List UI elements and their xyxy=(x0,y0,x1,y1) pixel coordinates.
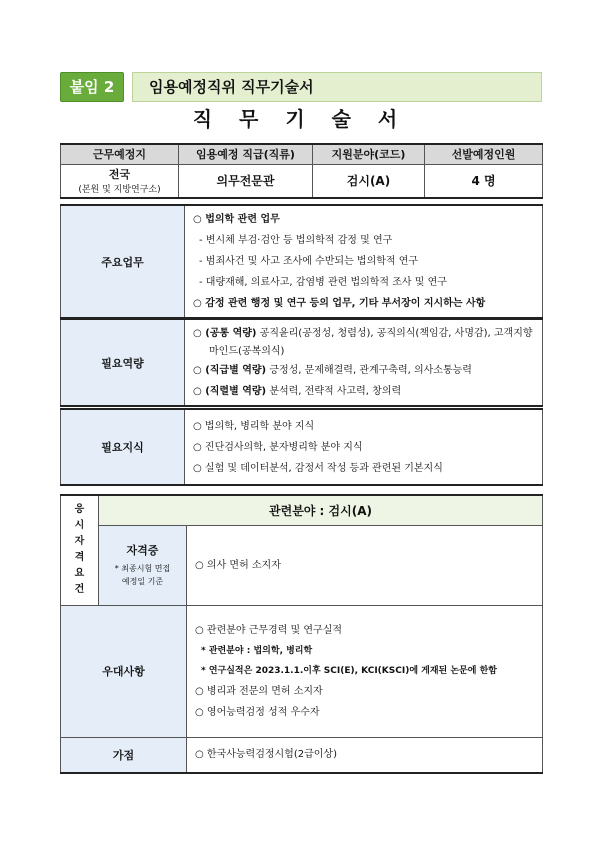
vertical-char: 응 xyxy=(74,504,85,516)
field-value: 검시(A) xyxy=(313,164,425,198)
bonus-text: ○ 한국사능력검정시험(2급이상) xyxy=(195,749,337,761)
summary-table xyxy=(60,143,543,199)
qualification-content xyxy=(187,525,543,605)
preference-line: ○ 관련분야 근무경력 및 연구실적 xyxy=(195,624,343,636)
duty-line: - 대량재해, 의료사고, 감염병 관련 법의학적 조사 및 연구 xyxy=(199,277,447,288)
vertical-char: 시 xyxy=(74,520,85,532)
grade-value: 의무전문관 xyxy=(179,164,313,198)
header-location: 근무예정지 xyxy=(61,144,179,164)
preference-line: ○ 영어능력검정 성적 우수자 xyxy=(195,706,320,718)
duties-label: 주요업무 xyxy=(61,205,185,318)
competency-content xyxy=(185,319,543,406)
location-main: 전국 xyxy=(108,168,131,182)
knowledge-content xyxy=(185,409,543,485)
requirements-vertical-label xyxy=(61,495,99,605)
competency-line xyxy=(193,344,534,360)
attachment-header xyxy=(60,72,542,102)
duties-table xyxy=(60,204,543,319)
competency-text: 분석력, 전략적 사고력, 창의력 xyxy=(266,386,402,397)
competency-head: ○ (직급별 역량) xyxy=(193,365,267,376)
competency-table xyxy=(60,318,543,407)
header-field: 지원분야(코드) xyxy=(313,144,425,164)
competency-line xyxy=(193,360,534,381)
competency-head: ○ (공통 역량) xyxy=(193,328,257,339)
qualification-label xyxy=(99,525,187,605)
duty-line: ○ 법의학 관련 업무 xyxy=(193,214,280,225)
competency-head: ○ (직렬별 역량) xyxy=(193,386,267,397)
competency-line xyxy=(193,323,534,344)
preference-line: ○ 병리과 전문의 면허 소지자 xyxy=(195,685,323,697)
document-title: 직 무 기 술 서 xyxy=(192,107,408,131)
competency-text: 긍정성, 문제해결력, 관계구축력, 의사소통능력 xyxy=(266,365,472,376)
knowledge-line: ○ 법의학, 병리학 분야 지식 xyxy=(193,420,315,432)
attachment-title: 임용예정직위 직무기술서 xyxy=(132,72,542,102)
duties-content xyxy=(185,205,543,318)
location-sub: (본원 및 지방연구소) xyxy=(78,185,161,196)
duty-line: ○ 감정 관련 행정 및 연구 등의 업무, 기타 부서장이 지시하는 사항 xyxy=(193,298,486,309)
bonus-label: 가점 xyxy=(61,737,187,773)
duty-line: - 변시체 부검·검안 등 법의학적 감정 및 연구 xyxy=(199,235,393,246)
preference-content xyxy=(187,605,543,737)
header-grade: 임용예정 직급(직류) xyxy=(179,144,313,164)
preference-note: * 관련분야 : 법의학, 병리학 xyxy=(201,645,313,656)
competency-label: 필요역량 xyxy=(61,319,185,406)
competency-line xyxy=(193,381,534,402)
location-cell xyxy=(61,164,179,198)
field-heading: 관련분야 : 검시(A) xyxy=(99,495,543,525)
attachment-badge: 붙임 2 xyxy=(60,72,124,102)
preference-note: * 연구실적은 2023.1.1.이후 SCI(E), KCI(KSCI)에 게재된 논문에 한함 xyxy=(201,665,497,676)
qualification-text: ○ 의사 면허 소지자 xyxy=(195,559,281,571)
bonus-content xyxy=(187,737,543,773)
header-count: 선발예정인원 xyxy=(425,144,543,164)
knowledge-line: ○ 실험 및 데이터분석, 감정서 작성 등과 관련된 기본지식 xyxy=(193,462,443,474)
knowledge-line: ○ 진단검사의학, 분자병리학 분야 지식 xyxy=(193,441,363,453)
preference-label: 우대사항 xyxy=(61,605,187,737)
qualification-note: * 최종시험 면접 xyxy=(114,564,171,573)
competency-text: 마인드(공복의식) xyxy=(209,346,285,357)
duty-line: - 범죄사건 및 사고 조사에 수반되는 법의학적 연구 xyxy=(199,256,419,267)
vertical-char: 격 xyxy=(74,552,85,564)
count-value: 4 명 xyxy=(425,164,543,198)
qualification-note: 예정일 기준 xyxy=(121,577,164,586)
vertical-char: 건 xyxy=(74,584,85,596)
requirements-table xyxy=(60,494,543,774)
knowledge-table xyxy=(60,408,543,486)
vertical-char: 자 xyxy=(74,536,85,548)
knowledge-label: 필요지식 xyxy=(61,409,185,485)
qualification-title: 자격증 xyxy=(126,544,159,557)
competency-text: 공직윤리(공정성, 청렴성), 공직의식(책임감, 사명감), 고객지향 xyxy=(256,328,533,339)
vertical-char: 요 xyxy=(74,568,85,580)
